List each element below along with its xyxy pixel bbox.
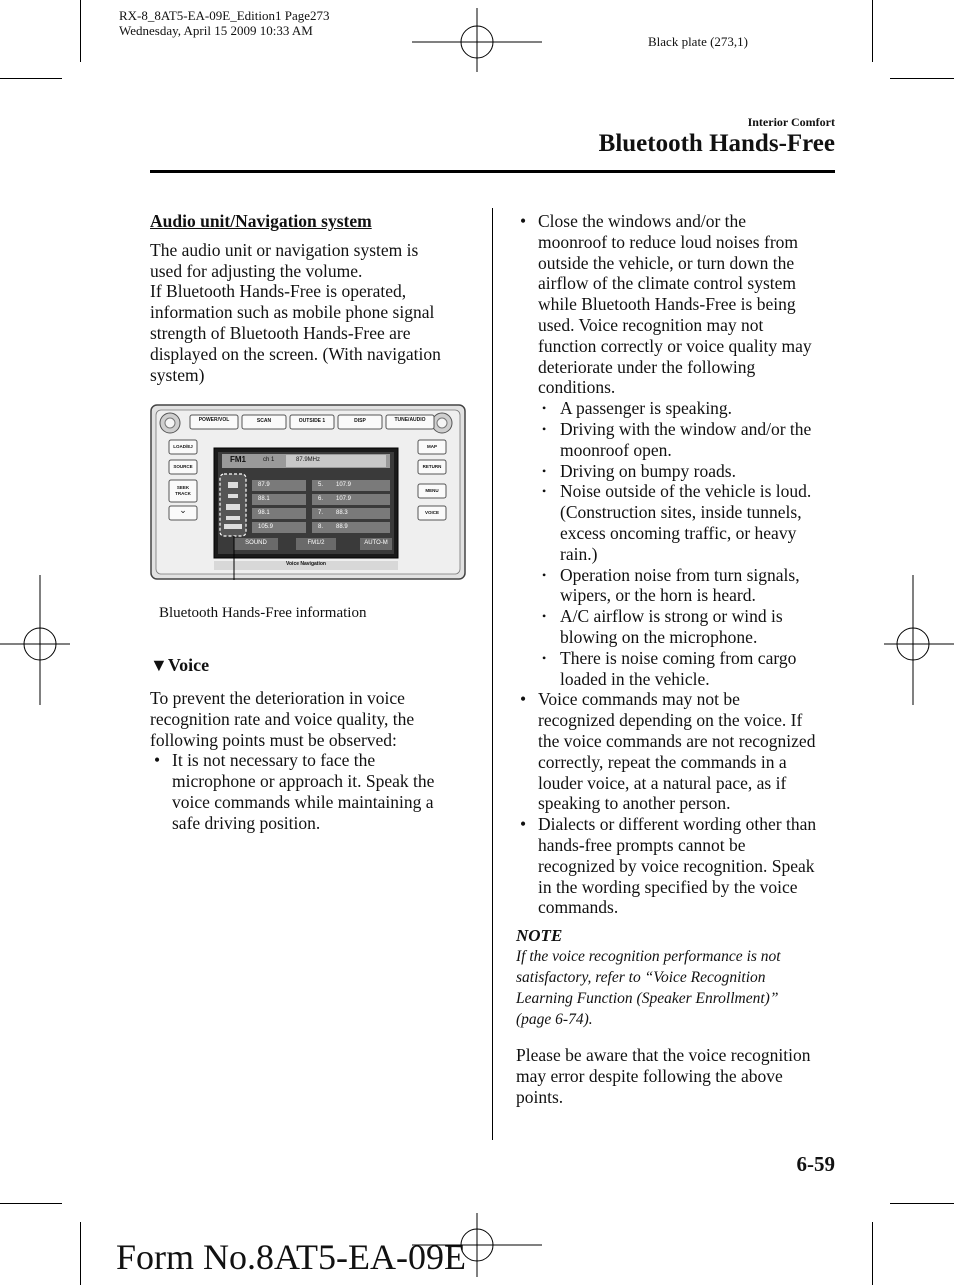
text-line: conditions. [538, 377, 616, 398]
text-line: while Bluetooth Hands-Free is being [538, 294, 796, 315]
bullet-icon: • [520, 211, 527, 231]
sub-bullet-icon: • [542, 650, 547, 665]
sub-bullet-icon: • [542, 421, 547, 436]
text-line: Voice commands may not be [538, 689, 740, 710]
text-line: blowing on the microphone. [560, 626, 758, 647]
bullet-icon: • [154, 750, 161, 771]
text-line: Driving with the window and/or the [560, 418, 812, 439]
figure-preset-number: 7. [318, 510, 324, 516]
text-line: outside the vehicle, or turn down the [538, 252, 795, 273]
print-header [119, 8, 330, 38]
figure-caption-bar: Voice Navigation [286, 561, 326, 567]
text-line: Noise outside of the vehicle is loud. [560, 481, 812, 502]
figure-button-return: RETURN [422, 464, 442, 469]
right-column [516, 211, 841, 918]
note-text [516, 946, 841, 1030]
figure-button-power: POWER/VOL [198, 417, 230, 423]
registration-mark-left [0, 575, 70, 705]
text-line: moonroof to reduce loud noises from [538, 231, 799, 252]
note-block [516, 926, 841, 1030]
figure-button-scan: SCAN [256, 418, 272, 424]
condition-item [538, 481, 841, 564]
figure-preset: 88.1 [258, 496, 270, 502]
list-item [516, 814, 841, 918]
text-line: Driving on bumpy roads. [560, 460, 736, 481]
figure-preset: 107.9 [336, 496, 352, 502]
note-label: NOTE [516, 926, 563, 945]
sub-bullet-icon: • [542, 484, 547, 499]
paragraph-info [150, 281, 480, 385]
text-line: following points must be observed: [150, 729, 397, 750]
text-line: function correctly or voice quality may [538, 335, 812, 356]
condition-item [538, 398, 841, 419]
text-line: louder voice, at a natural pace, as if [538, 772, 787, 793]
registration-mark-top [412, 8, 542, 72]
section-category: Interior Comfort [747, 115, 835, 129]
text-line: recognized depending on the voice. If [538, 710, 803, 731]
text-line: commands. [538, 897, 619, 918]
list-item [516, 211, 841, 689]
text-line: airflow of the climate control system [538, 273, 797, 294]
figure-button-voice: VOICE [424, 510, 439, 515]
text-line: Close the windows and/or the [538, 211, 747, 231]
text-line: safe driving position. [172, 812, 321, 833]
figure-button-sound: SOUND [245, 540, 267, 546]
text-line: the voice commands are not recognized [538, 730, 816, 751]
figure-preset-number: 8. [318, 524, 324, 530]
navigation-unit-figure [150, 404, 466, 580]
condition-item [538, 565, 841, 607]
text-line: deteriorate under the following [538, 356, 756, 377]
subsection-heading: Audio unit/Navigation system [150, 211, 372, 231]
text-line: Operation noise from turn signals, [560, 564, 800, 585]
text-line: strength of Bluetooth Hands-Free are [150, 322, 411, 343]
text-line: information such as mobile phone signal [150, 302, 435, 323]
text-line: recognized by voice recognition. Speak [538, 855, 815, 876]
registration-mark-right [884, 575, 954, 705]
chevron-down-icon: ⌄ [179, 505, 187, 515]
text-line: in the wording specified by the voice [538, 876, 798, 897]
text-line: correctly, repeat the commands in a [538, 751, 787, 772]
figure-channel: ch 1 [263, 457, 275, 463]
text-line: voice commands while maintaining a [172, 791, 434, 812]
text-line: satisfactory, refer to “Voice Recognition [516, 969, 766, 986]
text-line: rain.) [560, 543, 598, 564]
text-line: recognition rate and voice quality, the [150, 708, 415, 729]
figure-button-fm12: FM1/2 [307, 540, 325, 546]
text-line: moonroof open. [560, 439, 672, 460]
text-line: (Construction sites, inside tunnels, [560, 502, 802, 523]
figure-button-outside: OUTSIDE 1 [298, 418, 326, 424]
text-line: A/C airflow is strong or wind is [560, 606, 783, 627]
figure-button-load: LOAD/EJ [173, 444, 193, 449]
text-line: Learning Function (Speaker Enrollment)” [516, 990, 779, 1007]
text-line: If the voice recognition performance is not [516, 948, 781, 965]
section-title: Bluetooth Hands-Free [598, 130, 835, 157]
left-column [150, 211, 480, 385]
text-line: speaking to another person. [538, 793, 731, 814]
figure-button-map: MAP [427, 444, 437, 449]
figure-preset-number: 6. [318, 496, 324, 502]
sub-bullet-icon: • [542, 463, 547, 478]
condition-item [538, 648, 841, 690]
figure-button-auto: AUTO-M [364, 540, 388, 546]
voice-subheading-text: Voice [167, 655, 210, 675]
voice-subheading [150, 655, 209, 676]
condition-item [538, 461, 841, 482]
figure-button-source: SOURCE [173, 464, 193, 469]
text-line: wipers, or the horn is heard. [560, 585, 756, 606]
sub-bullet-icon: • [542, 609, 547, 624]
condition-item [538, 606, 841, 648]
print-header-line2: Wednesday, April 15 2009 10:33 AM [119, 23, 313, 38]
list-item [150, 750, 480, 833]
sub-bullet-icon: • [542, 567, 547, 582]
list-item [516, 689, 841, 814]
figure-preset-number: 5. [318, 482, 324, 488]
text-line: It is not necessary to face the [172, 750, 376, 771]
page-number: 6-59 [796, 1152, 835, 1176]
voice-intro [150, 688, 480, 834]
figure-preset: 88.3 [336, 510, 348, 516]
text-line: hands-free prompts cannot be [538, 834, 746, 855]
text-line: system) [150, 364, 205, 385]
text-line: A passenger is speaking. [560, 398, 733, 419]
text-line: microphone or approach it. Speak the [172, 771, 435, 792]
bullet-icon: • [520, 814, 527, 835]
figure-preset: 87.9 [258, 482, 270, 488]
print-header-line1: RX-8_8AT5-EA-09E_Edition1 Page273 [119, 8, 330, 23]
column-divider [492, 208, 493, 1140]
condition-item [538, 419, 841, 461]
figure-button-menu: MENU [425, 488, 439, 493]
triangle-marker-icon: ▼ [150, 655, 168, 675]
bullet-icon: • [520, 689, 527, 710]
closing-paragraph [516, 1045, 841, 1107]
text-line: excess oncoming traffic, or heavy [560, 522, 797, 543]
text-line: There is noise coming from cargo [560, 647, 797, 668]
text-line: Please be aware that the voice recognition [516, 1045, 811, 1065]
text-line: Dialects or different wording other than [538, 814, 817, 835]
text-line: The audio unit or navigation system is [150, 239, 419, 260]
text-line: used for adjusting the volume. [150, 260, 363, 281]
figure-preset: 105.9 [258, 524, 274, 530]
form-number: Form No.8AT5-EA-09E [116, 1237, 466, 1277]
text-line: loaded in the vehicle. [560, 668, 710, 689]
text-line: may error despite following the above [516, 1065, 783, 1086]
figure-preset: 98.1 [258, 510, 270, 516]
text-line: displayed on the screen. (With navigation [150, 343, 441, 364]
plate-label: Black plate (273,1) [648, 34, 748, 49]
figure-button-disp: DISP [354, 418, 366, 424]
figure-button-seek: SEEK TRACK [175, 485, 191, 496]
text-line: If Bluetooth Hands-Free is operated, [150, 281, 407, 302]
figure-frequency: 87.9MHz [296, 457, 321, 463]
figure-button-tune: TUNE/AUDIO [394, 417, 426, 423]
text-line: used. Voice recognition may not [538, 314, 764, 335]
figure-callout: Bluetooth Hands-Free information [159, 605, 367, 621]
header-rule [150, 170, 835, 173]
text-line: (page 6-74). [516, 1011, 593, 1028]
figure-band: FM1 [230, 455, 246, 464]
figure-preset: 107.9 [336, 482, 352, 488]
text-line: points. [516, 1086, 564, 1107]
figure-preset: 88.9 [336, 524, 348, 530]
sub-bullet-icon: • [542, 401, 547, 416]
text-line: To prevent the deterioration in voice [150, 688, 405, 708]
paragraph-volume [150, 240, 480, 282]
